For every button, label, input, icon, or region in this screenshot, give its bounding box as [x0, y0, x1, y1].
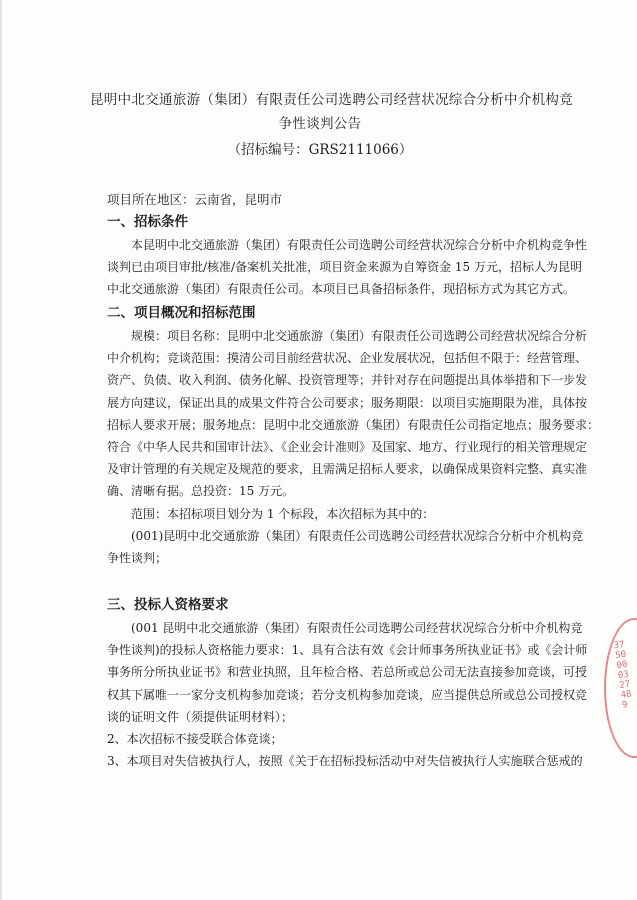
scope-line: 范围：本招标项目划分为 1 个标段，本次招标为其中的：: [131, 506, 435, 521]
text-line: 展方向建议，保证出具的成果文件符合公司要求；服务期限：以项目实施期限为准，具体按: [107, 395, 588, 410]
tender-code: （招标编号：GRS2111066）: [227, 142, 413, 158]
text-line: 招标人要求开展；服务地点：昆明中北交通旅游（集团）有限责任公司指定地点；服务要求：: [107, 417, 600, 432]
project-region: 项目所在地区：云南省，昆明市: [107, 192, 283, 207]
text-line: 确、清晰有据。总投资：15 万元。: [107, 484, 295, 499]
requirement-item-3: 3、本项目对失信被执行人，按照《关于在招标投标活动中对失信被执行人实施联合惩戒的: [107, 754, 583, 769]
text-line: 谈的证明文件（须提供证明材料）；: [107, 709, 294, 724]
text-line: 本昆明中北交通旅游（集团）有限责任公司选聘公司经营状况综合分析中介机构竞争性: [131, 238, 588, 252]
section-2-body: [107, 325, 600, 569]
text-line: 规模：项目名称：昆明中北交通旅游（集团）有限责任公司选聘公司经营状况综合分析: [131, 329, 588, 343]
section-3-body: [107, 617, 588, 772]
text-line: 符合《中华人民共和国审计法》、《企业会计准则》及国家、地方、行业现行的相关管理规定: [107, 440, 588, 455]
text-line: 权其下属唯一一家分支机构参加竞谈；若分支机构参加竞谈，应当提供总所或总公司授权竞: [107, 687, 588, 702]
seal-stamp-number: 3750000327489: [613, 639, 633, 711]
lot-line: (001)昆明中北交通旅游（集团）有限责任公司选聘公司经营状况综合分析中介机构竞: [131, 528, 584, 543]
text-line: 中北交通旅游（集团）有限责任公司。本项目已具备招标条件，现招标方式为其它方式。: [107, 282, 576, 297]
title-line-1: 昆明中北交通旅游（集团）有限责任公司选聘公司经营状况综合分析中介机构竞: [90, 92, 573, 108]
title-line-2: 争性谈判公告: [278, 116, 362, 132]
text-line: (001 昆明中北交通旅游（集团）有限责任公司选聘公司经营状况综合分析中介机构竞: [131, 621, 583, 635]
section-1-heading: 一、招标条件: [107, 214, 188, 230]
section-3-heading: 三、投标人资格要求: [107, 597, 229, 613]
text-line: 谈判已由项目审批/核准/备案机关批准，项目资金来源为自筹资金 15 万元，招标人为昆明: [107, 260, 582, 275]
announcement-title: [90, 88, 573, 162]
scan-edge: [0, 0, 3, 900]
text-line: 及审计管理的有关规定及规范的要求，且需满足招标人要求，以确保成果资料完整、真实准: [107, 462, 588, 477]
text-line: 事务所分所执业证书》和营业执照，且年检合格、若总所或总公司无法直接参加竞谈，可授: [107, 665, 588, 680]
text-line: 中介机构；竞谈范围：摸清公司目前经营状况、企业发展状况，包括但不限于：经营管理、: [107, 351, 588, 366]
lot-line: 争性谈判；: [107, 551, 168, 566]
requirement-item-2: 2、本次招标不接受联合体竞谈；: [107, 732, 283, 747]
section-1-body: [107, 234, 588, 301]
text-line: 资产、负债、收入利润、债务化解、投资管理等；并针对存在问题提出具体举措和下一步发: [107, 373, 588, 388]
text-line: 争性谈判)的投标人资格能力要求：1、具有合法有效《会计师事务所执业证书》或《会计师: [107, 643, 588, 658]
section-2-heading: 二、项目概况和招标范围: [107, 305, 256, 321]
